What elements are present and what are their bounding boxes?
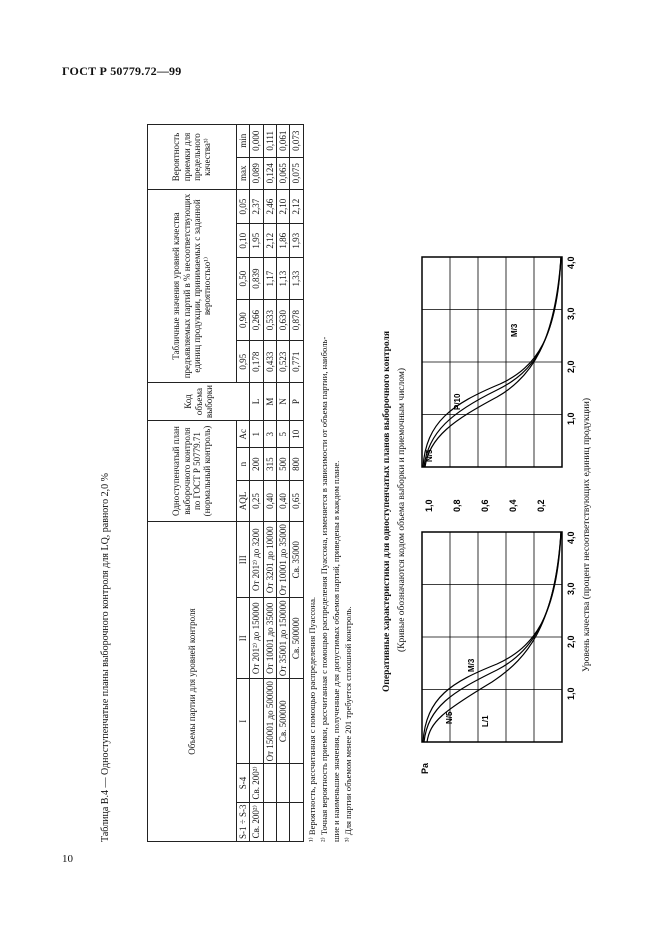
cell-p010: 1,86 bbox=[277, 224, 290, 258]
lvl-i-header: I bbox=[237, 679, 250, 764]
cell-iii: От 3201 до 10000 bbox=[263, 522, 276, 598]
cell-p050: 1,13 bbox=[277, 258, 290, 300]
lvl-s1-s3-header: S-1 ÷ S-3 bbox=[237, 802, 250, 841]
cell-s4 bbox=[277, 764, 290, 802]
cell-n: 500 bbox=[277, 448, 290, 480]
curve-label-p10: P/10 bbox=[453, 393, 462, 410]
p095-header: 0,95 bbox=[237, 341, 250, 383]
cell-n: 315 bbox=[263, 448, 276, 480]
cell-p050: 1,17 bbox=[263, 258, 276, 300]
x-tick-3: 3,0 bbox=[566, 582, 576, 595]
aql-header: AQL bbox=[237, 480, 250, 521]
cell-code: N bbox=[277, 383, 290, 421]
cell-code: L bbox=[250, 383, 263, 421]
page-number: 10 bbox=[62, 853, 73, 865]
min-header: min bbox=[237, 125, 250, 158]
cell-min: 0,073 bbox=[290, 125, 303, 158]
x-tick-3: 3,0 bbox=[566, 307, 576, 320]
table-row bbox=[290, 125, 303, 842]
tabulated-values-header: Табличные значения уровней качества предъявляемых партий в % несоответствующих единиц продукции, принимаемых с заданной вероятностью¹⁾ bbox=[148, 190, 237, 383]
y-axis-label: Pa bbox=[420, 762, 430, 774]
x-tick-1: 1,0 bbox=[566, 687, 576, 700]
lvl-iii-header: III bbox=[237, 522, 250, 598]
cell-p095: 0,178 bbox=[250, 341, 263, 383]
cell-s1-s3 bbox=[263, 802, 276, 841]
cell-s1-s3: Св. 200²⁾ bbox=[250, 802, 263, 841]
cell-min: 0,111 bbox=[263, 125, 276, 158]
oc-graph-left bbox=[420, 531, 576, 774]
cell-aql: 0,40 bbox=[263, 480, 276, 521]
footnote-2-continued: шие и наименьшие значения, полученные для допустимых объемов партий, приведены в каждом плане. bbox=[331, 460, 341, 842]
cell-p090: 0,878 bbox=[290, 299, 303, 341]
x-axis-label: Уровень качества (процент несоответствующих единиц продукции) bbox=[582, 397, 592, 672]
cell-s4 bbox=[290, 764, 303, 802]
cell-p090: 0,630 bbox=[277, 299, 290, 341]
max-header: max bbox=[237, 157, 250, 190]
document-header: ГОСТ Р 50779.72—99 bbox=[62, 64, 182, 78]
x-tick-2: 2,0 bbox=[566, 635, 576, 648]
rotated-page-content bbox=[100, 82, 600, 842]
p010-header: 0,10 bbox=[237, 224, 250, 258]
p005-header: 0,05 bbox=[237, 190, 250, 224]
code-header: Код объема выборки bbox=[148, 383, 250, 421]
footnote-2: ²⁾ Точная вероятность приемки, рассчитанная с помощью распределения Пуассона, изменяется в зависимости от объема партии, наиболь- bbox=[319, 336, 329, 842]
cell-min: 0,061 bbox=[277, 125, 290, 158]
cell-n: 800 bbox=[290, 448, 303, 480]
cell-p090: 0,266 bbox=[250, 299, 263, 341]
x-tick-2: 2,0 bbox=[566, 360, 576, 373]
cell-iii: Св. 35000 bbox=[290, 522, 303, 598]
table-subheader-row bbox=[237, 125, 250, 842]
lvl-ii-header: II bbox=[237, 598, 250, 679]
y-tick-2: 0,8 bbox=[452, 499, 462, 512]
cell-s4 bbox=[263, 764, 276, 802]
cell-p095: 0,771 bbox=[290, 341, 303, 383]
cell-i bbox=[250, 679, 263, 764]
n-header: n bbox=[237, 448, 250, 480]
cell-p005: 2,12 bbox=[290, 190, 303, 224]
oc-graph-right bbox=[422, 256, 576, 512]
y-tick-5: 0,2 bbox=[536, 499, 546, 512]
oc-curves-figure bbox=[412, 242, 587, 782]
curve-label-m3-right: M/3 bbox=[510, 323, 519, 337]
curve-label-m3: M/3 bbox=[467, 658, 476, 672]
graphs-title: Оперативные характеристики для одноступенчатых планов выборочного контроля bbox=[382, 331, 392, 692]
cell-aql: 0,65 bbox=[290, 480, 303, 521]
table-caption: Таблица В.4 — Одноступенчатые планы выборочного контроля для LQ, равного 2,0 % bbox=[100, 473, 111, 842]
cell-i: Св. 500000 bbox=[277, 679, 290, 764]
cell-iii: От 201²⁾ до 3200 bbox=[250, 522, 263, 598]
cell-ii: От 35001 до 150000 bbox=[277, 598, 290, 679]
cell-ii: Св. 500000 bbox=[290, 598, 303, 679]
cell-max: 0,089 bbox=[250, 157, 263, 190]
cell-aql: 0,40 bbox=[277, 480, 290, 521]
probability-header: Вероятность приемки для предельного качества³⁾ bbox=[148, 125, 237, 190]
cell-p050: 1,33 bbox=[290, 258, 303, 300]
curve-label-n5: N/5 bbox=[445, 711, 454, 724]
table-row bbox=[263, 125, 276, 842]
cell-ac: 3 bbox=[263, 421, 276, 448]
cell-ii: От 10001 до 35000 bbox=[263, 598, 276, 679]
cell-ac: 1 bbox=[250, 421, 263, 448]
sampling-plans-table bbox=[147, 124, 304, 842]
cell-s1-s3 bbox=[290, 802, 303, 841]
graphs-subtitle: (Кривые обозначаются кодом объема выборки и приемочным числом) bbox=[397, 368, 407, 652]
x-tick-4: 4,0 bbox=[566, 256, 576, 269]
cell-iii: От 10001 до 35000 bbox=[277, 522, 290, 598]
cell-p095: 0,433 bbox=[263, 341, 276, 383]
curve-label-n5-right: N/5 bbox=[425, 449, 434, 462]
cell-p010: 1,93 bbox=[290, 224, 303, 258]
cell-max: 0,075 bbox=[290, 157, 303, 190]
table-header-row bbox=[148, 125, 237, 842]
y-tick-3: 0,6 bbox=[480, 499, 490, 512]
cell-code: M bbox=[263, 383, 276, 421]
cell-p095: 0,523 bbox=[277, 341, 290, 383]
cell-p005: 2,10 bbox=[277, 190, 290, 224]
p090-header: 0,90 bbox=[237, 299, 250, 341]
cell-s1-s3 bbox=[277, 802, 290, 841]
cell-ac: 10 bbox=[290, 421, 303, 448]
cell-i bbox=[290, 679, 303, 764]
lot-size-header: Объемы партии для уровней контроля bbox=[148, 522, 237, 842]
footnote-3: ³⁾ Для партии объемом менее 201 требуется сплошной контроль. bbox=[343, 606, 353, 842]
cell-ii: От 201²⁾ до 150000 bbox=[250, 598, 263, 679]
p050-header: 0,50 bbox=[237, 258, 250, 300]
cell-p005: 2,46 bbox=[263, 190, 276, 224]
cell-p010: 1,95 bbox=[250, 224, 263, 258]
cell-min: 0,000 bbox=[250, 125, 263, 158]
cell-max: 0,124 bbox=[263, 157, 276, 190]
y-tick-4: 0,4 bbox=[508, 499, 518, 512]
table-row bbox=[250, 125, 263, 842]
cell-p010: 2,12 bbox=[263, 224, 276, 258]
curve-label-l1: L/1 bbox=[481, 715, 490, 727]
cell-ac: 5 bbox=[277, 421, 290, 448]
table-row bbox=[277, 125, 290, 842]
x-tick-4: 4,0 bbox=[566, 531, 576, 544]
cell-aql: 0,25 bbox=[250, 480, 263, 521]
cell-max: 0,065 bbox=[277, 157, 290, 190]
lvl-s4-header: S-4 bbox=[237, 764, 250, 802]
cell-p090: 0,533 bbox=[263, 299, 276, 341]
cell-code: P bbox=[290, 383, 303, 421]
ac-header: Ac bbox=[237, 421, 250, 448]
cell-p050: 0,839 bbox=[250, 258, 263, 300]
x-tick-1: 1,0 bbox=[566, 412, 576, 425]
plan-header: Одноступенчатый план выборочного контроля по ГОСТ Р 50779.71 (нормальный контроль) bbox=[148, 421, 237, 522]
cell-n: 200 bbox=[250, 448, 263, 480]
y-tick-1: 1,0 bbox=[424, 499, 434, 512]
cell-i: От 150001 до 500000 bbox=[263, 679, 276, 764]
cell-p005: 2,37 bbox=[250, 190, 263, 224]
cell-s4: Св. 200²⁾ bbox=[250, 764, 263, 802]
footnote-1: ¹⁾ Вероятность, рассчитанная с помощью распределения Пуассона. bbox=[307, 596, 317, 842]
